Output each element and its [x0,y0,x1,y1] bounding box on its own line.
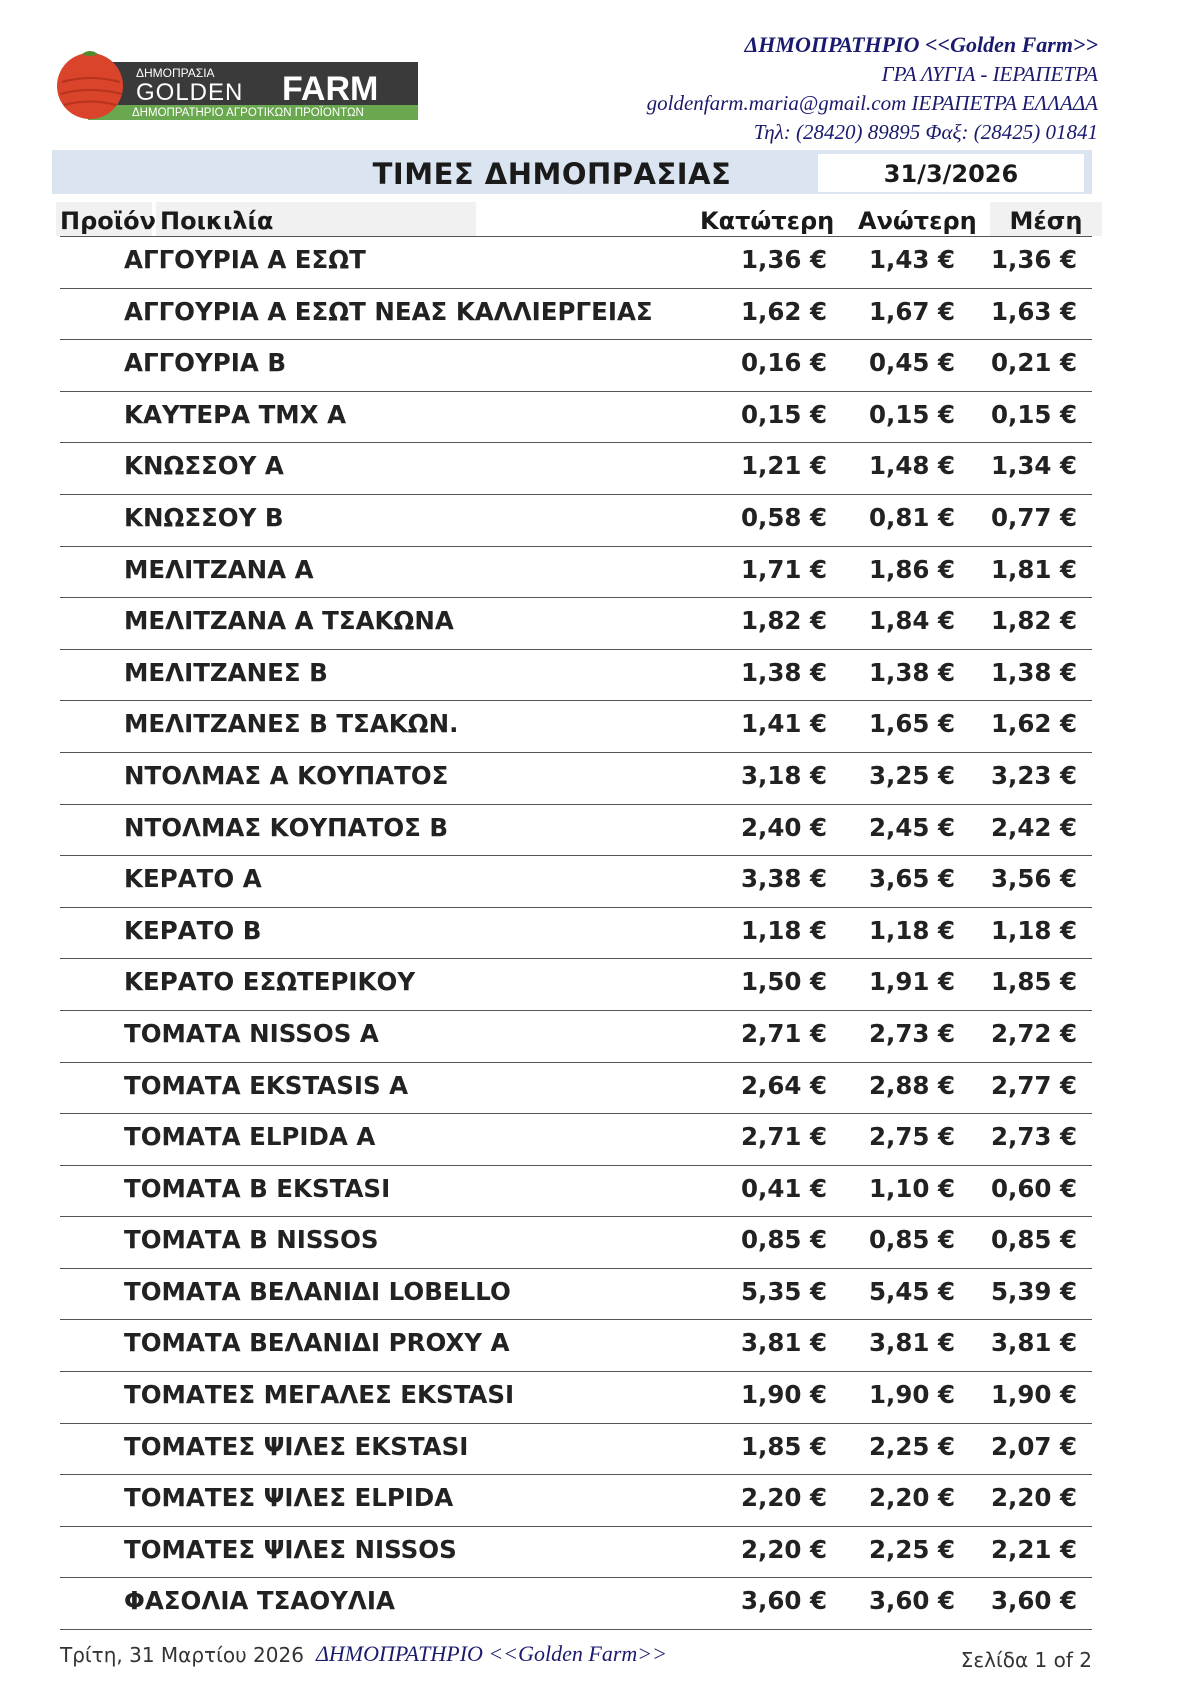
table-row [60,1578,1092,1630]
low-price: 0,85 € [740,1225,827,1255]
golden-farm-logo [52,48,420,126]
product-name: ΤΟΜΑΤΑ ELPIDA A [124,1122,376,1152]
low-price: 5,35 € [740,1276,827,1306]
product-name: ΑΓΓΟΥΡΙΑ Α ΕΣΩΤ ΝΕΑΣ ΚΑΛΛΙΕΡΓΕΙΑΣ [124,296,653,326]
low-price: 3,18 € [740,760,827,790]
table-row [60,1320,1092,1372]
high-price: 1,90 € [868,1380,955,1410]
high-price: 1,91 € [868,967,955,997]
low-price: 2,71 € [740,1122,827,1152]
table-row [60,237,1092,289]
avg-price: 1,34 € [990,451,1077,481]
product-name: ΝΤΟΛΜΑΣ Α ΚΟΥΠΑΤΟΣ [124,760,449,790]
avg-price: 0,15 € [990,399,1077,429]
product-name: ΤΟΜΑΤΑ NISSOS A [124,1018,379,1048]
low-price: 0,41 € [740,1173,827,1203]
tomato-icon [57,53,123,119]
table-row [60,340,1092,392]
low-price: 3,60 € [740,1586,827,1616]
table-row [60,547,1092,599]
avg-price: 2,21 € [990,1534,1077,1564]
table-row [60,1011,1092,1063]
avg-price: 1,82 € [990,606,1077,636]
product-name: ΚΝΩΣΣΟΥ Α [124,451,284,481]
low-price: 0,58 € [740,502,827,532]
high-price: 1,67 € [868,296,955,326]
low-price: 1,82 € [740,606,827,636]
high-price: 1,48 € [868,451,955,481]
high-price: 3,81 € [868,1328,955,1358]
company-email: goldenfarm.maria@gmail.com ΙΕΡΑΠΕΤΡΑ ΕΛΛΑΔΑ [646,91,1098,115]
avg-price: 2,73 € [990,1122,1077,1152]
table-row [60,701,1092,753]
table-row [60,1527,1092,1579]
low-price: 1,18 € [740,915,827,945]
avg-price: 2,20 € [990,1483,1077,1513]
product-name: ΜΕΛΙΤΖΑΝΕΣ Β [124,657,328,687]
high-price: 2,20 € [868,1483,955,1513]
high-price: 2,88 € [868,1070,955,1100]
product-name: ΤΟΜΑΤΑ EKSTASIS A [124,1070,409,1100]
table-row [60,1372,1092,1424]
avg-price: 2,72 € [990,1018,1077,1048]
high-price: 2,25 € [868,1534,955,1564]
avg-price: 2,77 € [990,1070,1077,1100]
low-price: 1,90 € [740,1380,827,1410]
price-table [60,237,1092,1630]
page-number: Σελίδα 1 of 2 [960,1648,1092,1672]
low-price: 1,62 € [740,296,827,326]
logo-graphic [52,48,420,126]
table-row [60,959,1092,1011]
table-row [60,650,1092,702]
auction-date: 31/3/2026 [818,154,1084,192]
avg-price: 1,38 € [990,657,1077,687]
low-price: 2,64 € [740,1070,827,1100]
product-name: ΤΟΜΑΤΕΣ ΜΕΓΑΛΕΣ EKSTASI [124,1380,515,1410]
header-product: Προϊόν [56,202,152,236]
product-name: ΑΓΓΟΥΡΙΑ Α ΕΣΩΤ [124,245,366,274]
high-price: 2,75 € [868,1122,955,1152]
company-phone: Τηλ: (28420) 89895 Φαξ: (28425) 01841 [753,120,1098,144]
high-price: 1,86 € [868,554,955,584]
high-price: 1,65 € [868,709,955,739]
product-name: ΤΟΜΑΤΕΣ ΨΙΛΕΣ NISSOS [124,1534,457,1564]
page-title: ΤΙΜΕΣ ΔΗΜΟΠΡΑΣΙΑΣ [372,157,732,191]
low-price: 1,71 € [740,554,827,584]
low-price: 0,15 € [740,399,827,429]
product-name: ΚΝΩΣΣΟΥ Β [124,502,284,532]
avg-price: 3,23 € [990,760,1077,790]
low-price: 3,38 € [740,864,827,894]
high-price: 0,85 € [868,1225,955,1255]
table-row [60,908,1092,960]
header-high-price: Ανώτερη [858,202,968,236]
avg-price: 0,60 € [990,1173,1077,1203]
product-name: ΤΟΜΑΤΑ Β EKSTASI [124,1173,391,1203]
product-name: ΤΟΜΑΤΑ ΒΕΛΑΝΙΔΙ LOBELLO [124,1276,511,1306]
avg-price: 1,36 € [990,245,1077,274]
avg-price: 1,90 € [990,1380,1077,1410]
table-row [60,1166,1092,1218]
product-name: ΜΕΛΙΤΖΑΝΑ Α [124,554,314,584]
avg-price: 0,21 € [990,348,1077,378]
avg-price: 0,85 € [990,1225,1077,1255]
avg-price: 2,07 € [990,1431,1077,1461]
low-price: 1,21 € [740,451,827,481]
company-address: ΓΡΑ ΛΥΓΙΑ - ΙΕΡΑΠΕΤΡΑ [881,62,1098,86]
avg-price: 1,62 € [990,709,1077,739]
high-price: 1,10 € [868,1173,955,1203]
high-price: 0,45 € [868,348,955,378]
avg-price: 1,81 € [990,554,1077,584]
product-name: ΤΟΜΑΤΕΣ ΨΙΛΕΣ ELPIDA [124,1483,454,1513]
product-name: ΝΤΟΛΜΑΣ ΚΟΥΠΑΤΟΣ Β [124,812,449,842]
table-row [60,753,1092,805]
high-price: 0,81 € [868,502,955,532]
footer-date: Τρίτη, 31 Μαρτίου 2026 [60,1643,304,1667]
high-price: 2,25 € [868,1431,955,1461]
product-name: ΚΕΡΑΤΟ Α [124,864,262,894]
product-name: ΚΑΥΤΕΡΑ ΤΜΧ Α [124,399,347,429]
avg-price: 3,56 € [990,864,1077,894]
title-band [52,150,1092,194]
product-name: ΤΟΜΑΤΕΣ ΨΙΛΕΣ EKSTASI [124,1431,469,1461]
avg-price: 3,81 € [990,1328,1077,1358]
logo-tagline: ΔΗΜΟΠΡΑΤΗΡΙΟ ΑΓΡΟΤΙΚΩΝ ΠΡΟΪΟΝΤΩΝ [132,107,364,119]
product-name: ΚΕΡΑΤΟ Β [124,915,262,945]
high-price: 1,38 € [868,657,955,687]
footer-company: ΔΗΜΟΠΡΑΤΗΡΙΟ <<Golden Farm>> [316,1641,667,1666]
low-price: 2,20 € [740,1483,827,1513]
avg-price: 3,60 € [990,1586,1077,1616]
table-row [60,1424,1092,1476]
header-low-price: Κατώτερη [700,202,824,236]
low-price: 2,20 € [740,1534,827,1564]
table-row [60,1475,1092,1527]
table-row [60,1217,1092,1269]
company-name: ΔΗΜΟΠΡΑΤΗΡΙΟ <<Golden Farm>> [744,32,1098,57]
product-name: ΚΕΡΑΤΟ ΕΣΩΤΕΡΙΚΟΥ [124,967,416,997]
header-avg-price: Μέση [990,202,1102,236]
product-name: ΤΟΜΑΤΑ ΒΕΛΑΝΙΔΙ PROXY A [124,1328,510,1358]
low-price: 2,40 € [740,812,827,842]
logo-brand-right: FARM [282,70,379,108]
product-name: ΜΕΛΙΤΖΑΝΕΣ Β ΤΣΑΚΩΝ. [124,709,459,739]
table-row [60,289,1092,341]
high-price: 0,15 € [868,399,955,429]
product-name: ΤΟΜΑΤΑ Β NISSOS [124,1225,379,1255]
company-info [647,30,1098,147]
logo-brand-left: GOLDEN [136,79,244,106]
high-price: 1,84 € [868,606,955,636]
table-row [60,495,1092,547]
table-row [60,805,1092,857]
low-price: 1,38 € [740,657,827,687]
high-price: 1,43 € [868,245,955,274]
avg-price: 5,39 € [990,1276,1077,1306]
header-variety: Ποικιλία [156,202,476,236]
avg-price: 0,77 € [990,502,1077,532]
low-price: 1,85 € [740,1431,827,1461]
high-price: 1,18 € [868,915,955,945]
high-price: 3,65 € [868,864,955,894]
table-row [60,598,1092,650]
low-price: 3,81 € [740,1328,827,1358]
low-price: 1,36 € [740,245,827,274]
table-row [60,1114,1092,1166]
product-name: ΑΓΓΟΥΡΙΑ Β [124,348,286,378]
table-row [60,1269,1092,1321]
table-row [60,443,1092,495]
table-row [60,1063,1092,1115]
avg-price: 2,42 € [990,812,1077,842]
low-price: 2,71 € [740,1018,827,1048]
avg-price: 1,63 € [990,296,1077,326]
low-price: 1,41 € [740,709,827,739]
high-price: 2,73 € [868,1018,955,1048]
low-price: 0,16 € [740,348,827,378]
table-row [60,392,1092,444]
product-name: ΜΕΛΙΤΖΑΝΑ Α ΤΣΑΚΩΝΑ [124,606,454,636]
table-row [60,856,1092,908]
high-price: 3,60 € [868,1586,955,1616]
product-name: ΦΑΣΟΛΙΑ ΤΣΑΟΥΛΙΑ [124,1586,395,1616]
high-price: 2,45 € [868,812,955,842]
high-price: 5,45 € [868,1276,955,1306]
high-price: 3,25 € [868,760,955,790]
logo-top-text: ΔΗΜΟΠΡΑΣΙΑ [136,66,215,80]
avg-price: 1,85 € [990,967,1077,997]
low-price: 1,50 € [740,967,827,997]
avg-price: 1,18 € [990,915,1077,945]
